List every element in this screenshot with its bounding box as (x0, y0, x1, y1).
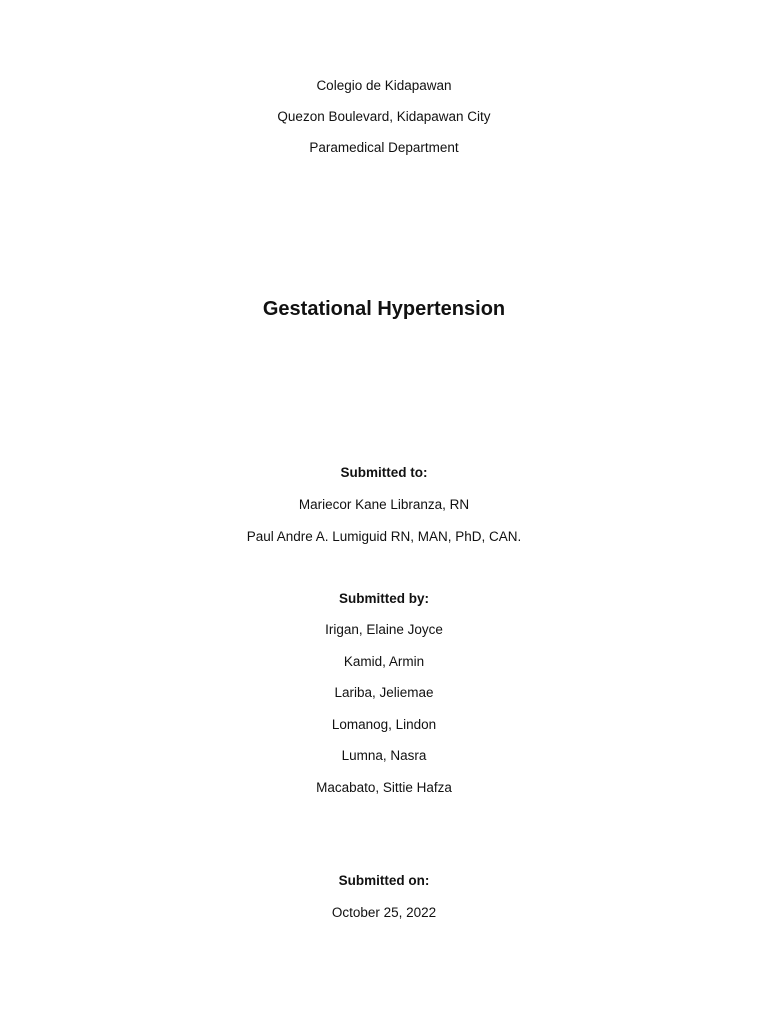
submitted-by-name: Macabato, Sittie Hafza (316, 780, 452, 795)
submitted-by-heading: Submitted by: (339, 591, 429, 606)
submitted-on-heading: Submitted on: (338, 873, 430, 888)
school-name: Colegio de Kidapawan (316, 78, 452, 93)
submitted-to-heading: Submitted to: (340, 465, 428, 480)
submitted-by-name: Kamid, Armin (343, 654, 425, 669)
submitted-by-name: Lariba, Jeliemae (334, 685, 434, 700)
department-name: Paramedical Department (309, 140, 459, 155)
school-address: Quezon Boulevard, Kidapawan City (277, 109, 491, 124)
submitted-by-name: Irigan, Elaine Joyce (325, 622, 443, 637)
submitted-by-name: Lomanog, Lindon (331, 717, 437, 732)
submission-date: October 25, 2022 (331, 905, 437, 920)
submitted-by-name: Lumna, Nasra (341, 748, 427, 763)
submitted-to-name: Mariecor Kane Libranza, RN (298, 497, 470, 512)
submitted-to-name: Paul Andre A. Lumiguid RN, MAN, PhD, CAN. (246, 529, 522, 544)
document-title: Gestational Hypertension (262, 298, 506, 320)
